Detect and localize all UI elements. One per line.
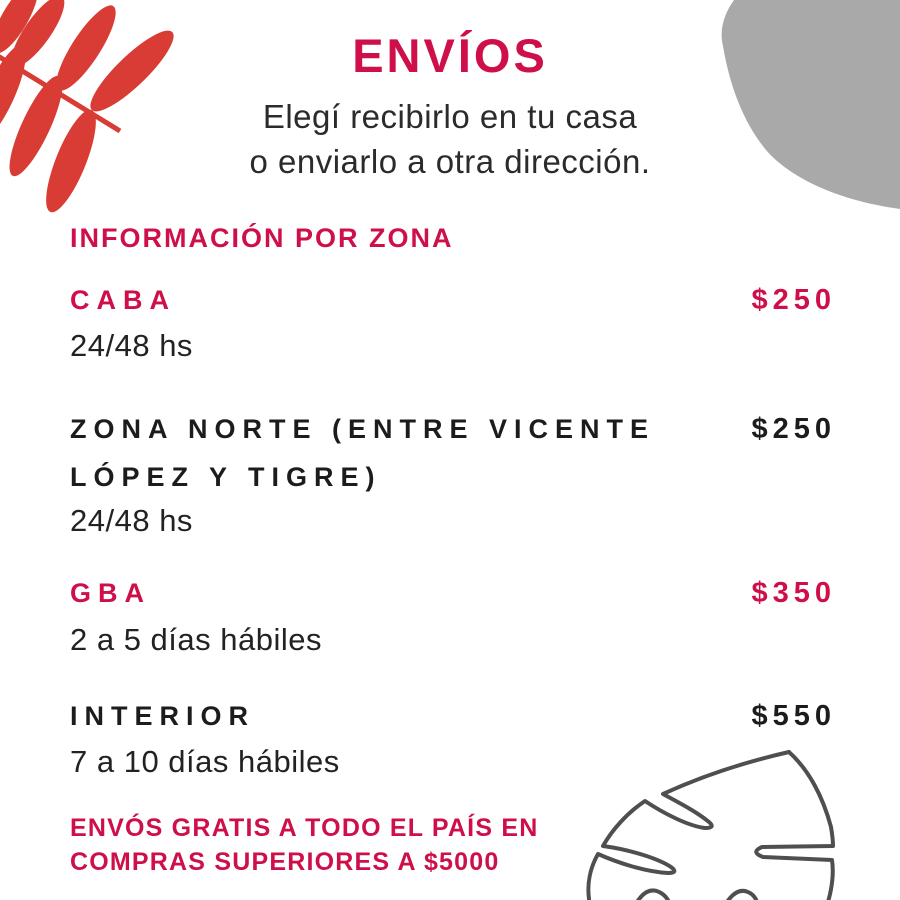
zone-delivery-time: 7 a 10 días hábiles xyxy=(70,744,340,780)
zone-row-interior xyxy=(70,692,836,741)
zone-delivery-time: 24/48 hs xyxy=(70,328,193,364)
page-title: ENVÍOS xyxy=(352,29,548,82)
zone-row-gba xyxy=(70,569,836,618)
zone-price: $250 xyxy=(751,412,836,445)
promo-line-2: COMPRAS SUPERIORES A $5000 xyxy=(70,847,500,876)
zone-price: $350 xyxy=(751,576,836,609)
subtitle-line-1: Elegí recibirlo en tu casa xyxy=(262,98,638,135)
zone-price: $550 xyxy=(751,699,836,732)
zone-name: CABA xyxy=(70,284,176,315)
zone-price: $250 xyxy=(751,283,836,316)
promo-line-1: ENVÓS GRATIS A TODO EL PAÍS EN xyxy=(70,814,539,843)
zone-row-zona-norte xyxy=(70,405,836,502)
zone-delivery-time: 24/48 hs xyxy=(70,502,193,538)
section-heading: INFORMACIÓN POR ZONA xyxy=(70,222,454,253)
zone-row-caba xyxy=(70,276,836,325)
zone-name: INTERIOR xyxy=(70,700,256,731)
subtitle xyxy=(0,95,900,185)
zone-delivery-time: 2 a 5 días hábiles xyxy=(70,621,323,657)
zone-name: GBA xyxy=(70,577,151,608)
header xyxy=(0,0,900,185)
zone-name: ZONA NORTE (ENTRE VICENTE LÓPEZ Y TIGRE) xyxy=(70,413,656,493)
zone-info-section xyxy=(70,223,836,879)
free-shipping-promo xyxy=(70,812,836,879)
subtitle-line-2: o enviarlo a otra dirección. xyxy=(249,142,651,180)
